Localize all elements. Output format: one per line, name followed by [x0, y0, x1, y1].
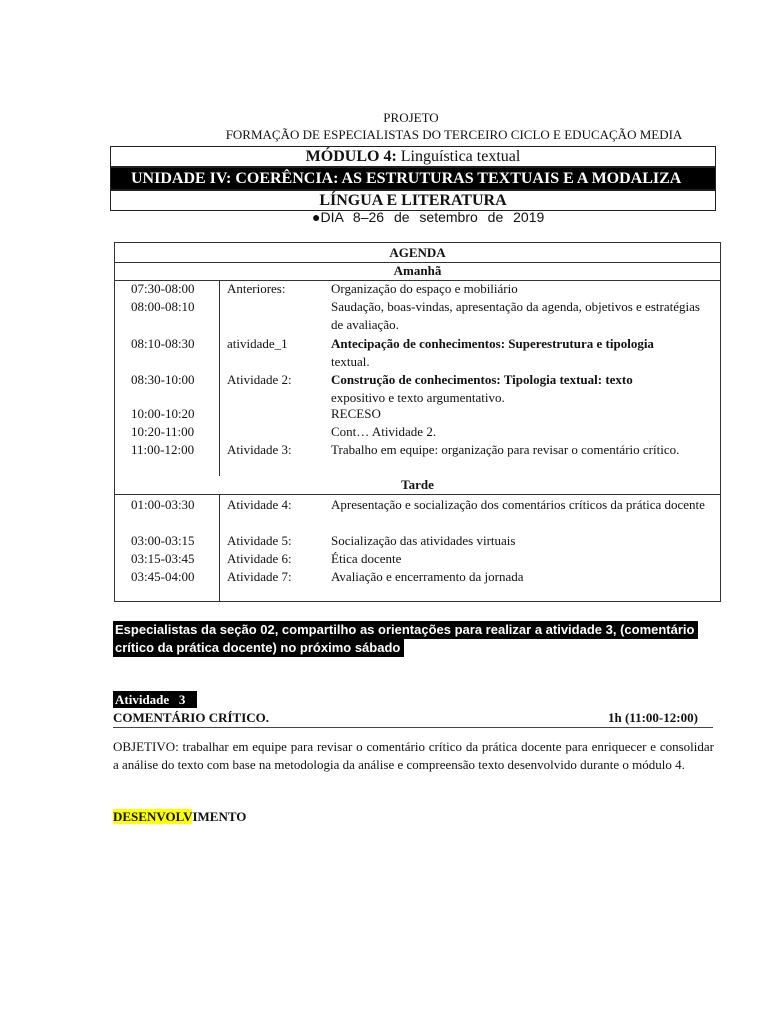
row-time: 11:00-12:00: [131, 442, 195, 457]
program-title: FORMAÇÃO DE ESPECIALISTAS DO TERCEIRO CICLO E EDUCAÇÃO MEDIA: [225, 127, 683, 142]
row-time: 08:00-08:10: [131, 299, 195, 314]
row-activity: Atividade 4:: [227, 497, 292, 512]
project-label: PROJETO: [383, 110, 439, 125]
row-activity: Anteriores:: [227, 281, 286, 296]
row-description-bold: Antecipação de conhecimentos: Superestrutura e tipologia: [331, 336, 654, 351]
row-time: 08:30-10:00: [131, 372, 195, 387]
notice-line-1: [113, 621, 713, 639]
row-activity: Atividade 6:: [227, 551, 292, 566]
row-activity: Atividade 3:: [227, 442, 292, 457]
objective-paragraph: OBJETIVO: trabalhar em equipe para revisar o comentário crítico da prática docente para enriquecer e consolidar a análise do texto com base na metodologia da análise e compreensão texto desenvolvido durante o módulo 4.: [113, 739, 714, 772]
row-description-rest: textual.: [331, 354, 370, 369]
development-rest: IMENTO: [192, 809, 247, 824]
row-description: Ética docente: [331, 551, 402, 566]
row-description: RECESO: [331, 406, 381, 421]
row-time: 03:45-04:00: [131, 569, 195, 584]
activity-title: COMENTÁRIO CRÍTICO.: [113, 710, 270, 725]
row-description: Saudação, boas-vindas, apresentação da agenda, objetivos e estratégias de avaliação.: [331, 299, 700, 332]
module-title: [110, 146, 716, 167]
development-heading: [113, 809, 246, 825]
row-activity: Atividade 2:: [227, 372, 292, 387]
unit-title: UNIDADE IV: COERÊNCIA: AS ESTRUTURAS TEXTUAIS E A MODALIZA: [110, 167, 716, 190]
agenda-morning-header: Amanhã: [115, 262, 720, 281]
row-activity: atividade_1: [227, 336, 288, 351]
development-highlight: DESENVOLV: [113, 809, 193, 824]
row-description: Trabalho em equipe: organização para revisar o comentário crítico.: [331, 442, 680, 457]
notice-text: Especialistas da seção 02, compartilho as orientações para realizar a atividade 3, (comentário: [113, 621, 698, 639]
agenda-afternoon-header: Tarde: [115, 476, 720, 495]
agenda-title: AGENDA: [115, 243, 720, 263]
row-description: Socialização das atividades virtuais: [331, 533, 516, 548]
row-description: Avaliação e encerramento da jornada: [331, 569, 524, 584]
row-description: Cont… Atividade 2.: [331, 424, 437, 439]
module-name: Linguística textual: [396, 148, 521, 165]
activity-label: [113, 692, 197, 708]
subject-title: LÍNGUA E LITERATURA: [110, 190, 716, 211]
divider: [113, 727, 713, 728]
notice-line-2: [113, 639, 713, 657]
row-description: [331, 371, 711, 407]
row-description: Apresentação e socialização dos comentários críticos da prática docente: [331, 497, 705, 512]
row-time: 07:30-08:00: [131, 281, 195, 296]
row-description: [331, 335, 711, 371]
row-activity: Atividade 5:: [227, 533, 292, 548]
row-description-bold: Construção de conhecimentos: Tipologia textual: texto: [331, 372, 633, 387]
agenda-table: [114, 242, 721, 602]
activity-duration: 1h (11:00-12:00): [608, 710, 698, 725]
row-time: 03:00-03:15: [131, 533, 195, 548]
row-description: Organização do espaço e mobiliário: [331, 281, 518, 296]
notice-text: crítico da prática docente) no próximo sábado: [113, 639, 404, 657]
row-time: 10:00-10:20: [131, 406, 195, 421]
row-description-rest: expositivo e texto argumentativo.: [331, 390, 505, 405]
activity-label-text: Atividade 3: [113, 691, 197, 708]
row-time: 01:00-03:30: [131, 497, 195, 512]
date-line: ●DIA 8–26 de setembro de 2019: [312, 209, 545, 225]
row-activity: Atividade 7:: [227, 569, 292, 584]
row-time: 03:15-03:45: [131, 551, 195, 566]
module-prefix: MÓDULO 4:: [305, 148, 397, 165]
row-time: 10:20-11:00: [131, 424, 195, 439]
row-time: 08:10-08:30: [131, 336, 195, 351]
